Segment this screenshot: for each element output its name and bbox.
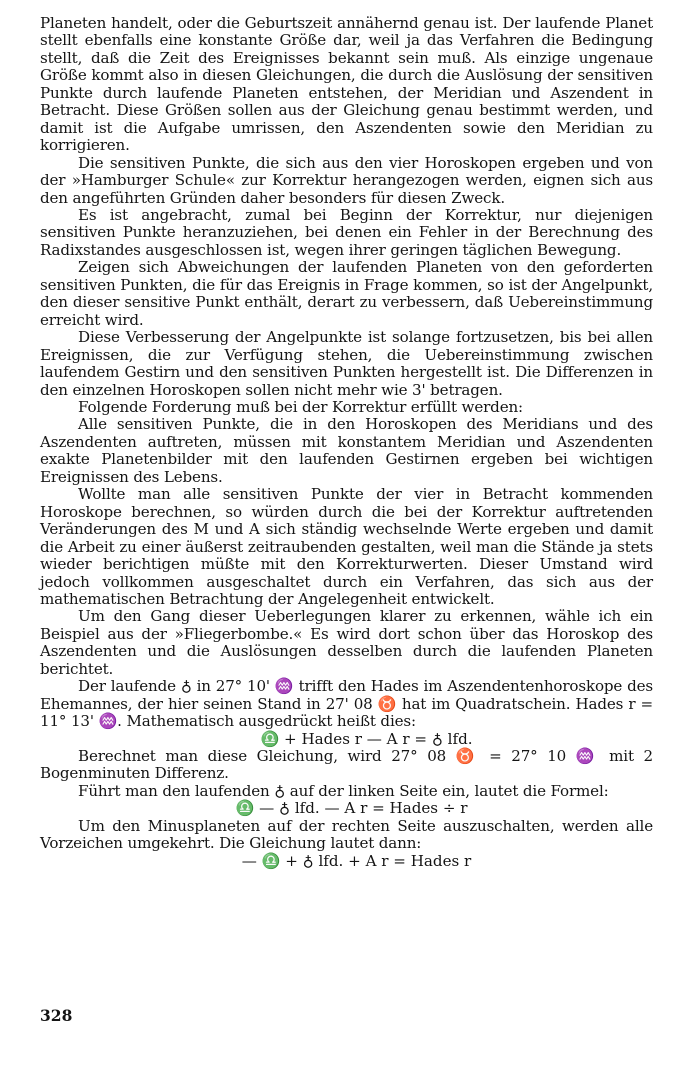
paragraph: Alle sensitiven Punkte, die in den Horoskopen des Meridians und des Aszendenten auftreten, müssen mit konstantem Meridian und Aszendenten exakte Planetenbilder mit den laufenden Gestirnen ergeben bei wichtigen Ereignissen des Lebens. <box>40 415 653 486</box>
paragraph: Um den Minusplaneten auf der rechten Seite auszuschalten, werden alle Vorzeichen umgekehrt. Die Gleichung lautet dann: <box>40 816 653 853</box>
paragraph: Der laufende ♁ in 27° 10' ♒ trifft den Hades im Aszendentenhoroskope des Ehemannes, der hier seinen Stand in 27' 08 ♉ hat im Quadratschein. Hades r = 11° 13' ♒. Mathematisch ausgedrückt heißt dies: <box>40 677 653 731</box>
formula-line: ♎ — ♁ lfd. — A r = Hades ÷ r <box>235 799 468 818</box>
paragraph: Diese Verbesserung der Angelpunkte ist solange fortzusetzen, bis bei allen Ereignissen, die zur Verfügung stehen, die Uebereinstimmung zwischen laufendem Gestirn und den sensitiven Punkten hergestellt ist. Die Differenzen in den einzelnen Horoskopen sollen nicht mehr wie 3' betragen. <box>40 328 653 399</box>
page-number: 328 <box>40 1006 73 1025</box>
formula-line: — ♎ + ♁ lfd. + A r = Hades r <box>241 851 472 870</box>
paragraph: Folgende Forderung muß bei der Korrektur erfüllt werden: <box>78 397 523 416</box>
paragraph: Die sensitiven Punkte, die sich aus den vier Horoskopen ergeben und von der »Hamburger Schule« zur Korrektur herangezogen werden, eignen sich aus den angeführten Gründen daher besonders für diesen Zweck. <box>40 153 653 207</box>
paragraph: Berechnet man diese Gleichung, wird 27° 08 ♉ = 27° 10 ♒ mit 2 Bogenminuten Differenz. <box>40 747 653 783</box>
paragraph: Planeten handelt, oder die Geburtszeit annähernd genau ist. Der laufende Planet stellt ebenfalls eine konstante Größe dar, weil ja das Verfahren die Bedingung stellt, daß die Zeit des Ereignisses bekannt sein muß. Als einzige ungenaue Größe kommt also in diesen Gleichungen, die durch die Auslösung der sensitiven Punkte durch laufende Planeten entstehen, der Meridian und Aszendent in Betracht. Diese Größen sollen aus der Gleichung genau bestimmt werden, und damit ist die Aufgabe umrissen, den Aszendenten sowie den Meridian zu korrigieren. <box>40 14 653 155</box>
paragraph: Führt man den laufenden ♁ auf der linken Seite ein, lautet die Formel: <box>78 781 609 800</box>
formula-line: ♎ + Hades r — A r = ♁ lfd. <box>260 729 473 748</box>
paragraph: Es ist angebracht, zumal bei Beginn der Korrektur, nur diejenigen sensitiven Punkte heranzuziehen, bei denen ein Fehler in der Berechnung des Radixstandes ausgeschlossen ist, wegen ihrer geringen täglichen Bewegung. <box>40 205 653 259</box>
paragraph: Zeigen sich Abweichungen der laufenden Planeten von den geforderten sensitiven Punkten, die für das Ereignis in Frage kommen, so ist der Angelpunkt, den dieser sensitive Punkt enthält, derart zu verbessern, daß Uebereinstimmung erreicht wird. <box>40 258 653 329</box>
paragraph: Um den Gang dieser Ueberlegungen klarer zu erkennen, wähle ich ein Beispiel aus der »Fliegerbombe.« Es wird dort schon über das Horoskop des Aszendenten und die Auslösungen desselben durch die laufenden Planeten berichtet. <box>40 607 653 678</box>
paragraph: Wollte man alle sensitiven Punkte der vier in Betracht kommenden Horoskope berechnen, so würden durch die bei der Korrektur auftretenden Veränderungen des M und A sich ständig wechselnde Werte ergeben und damit die Arbeit zu einer äußerst zeitraubenden gestalten, weil man die Stände ja stets wieder berichtigen müßte mit den Korrekturwerten. Dieser Umstand wird jedoch vollkommen ausgeschaltet durch ein Verfahren, das sich aus der mathematischen Betrachtung der Angelegenheit entwickelt. <box>40 485 653 608</box>
